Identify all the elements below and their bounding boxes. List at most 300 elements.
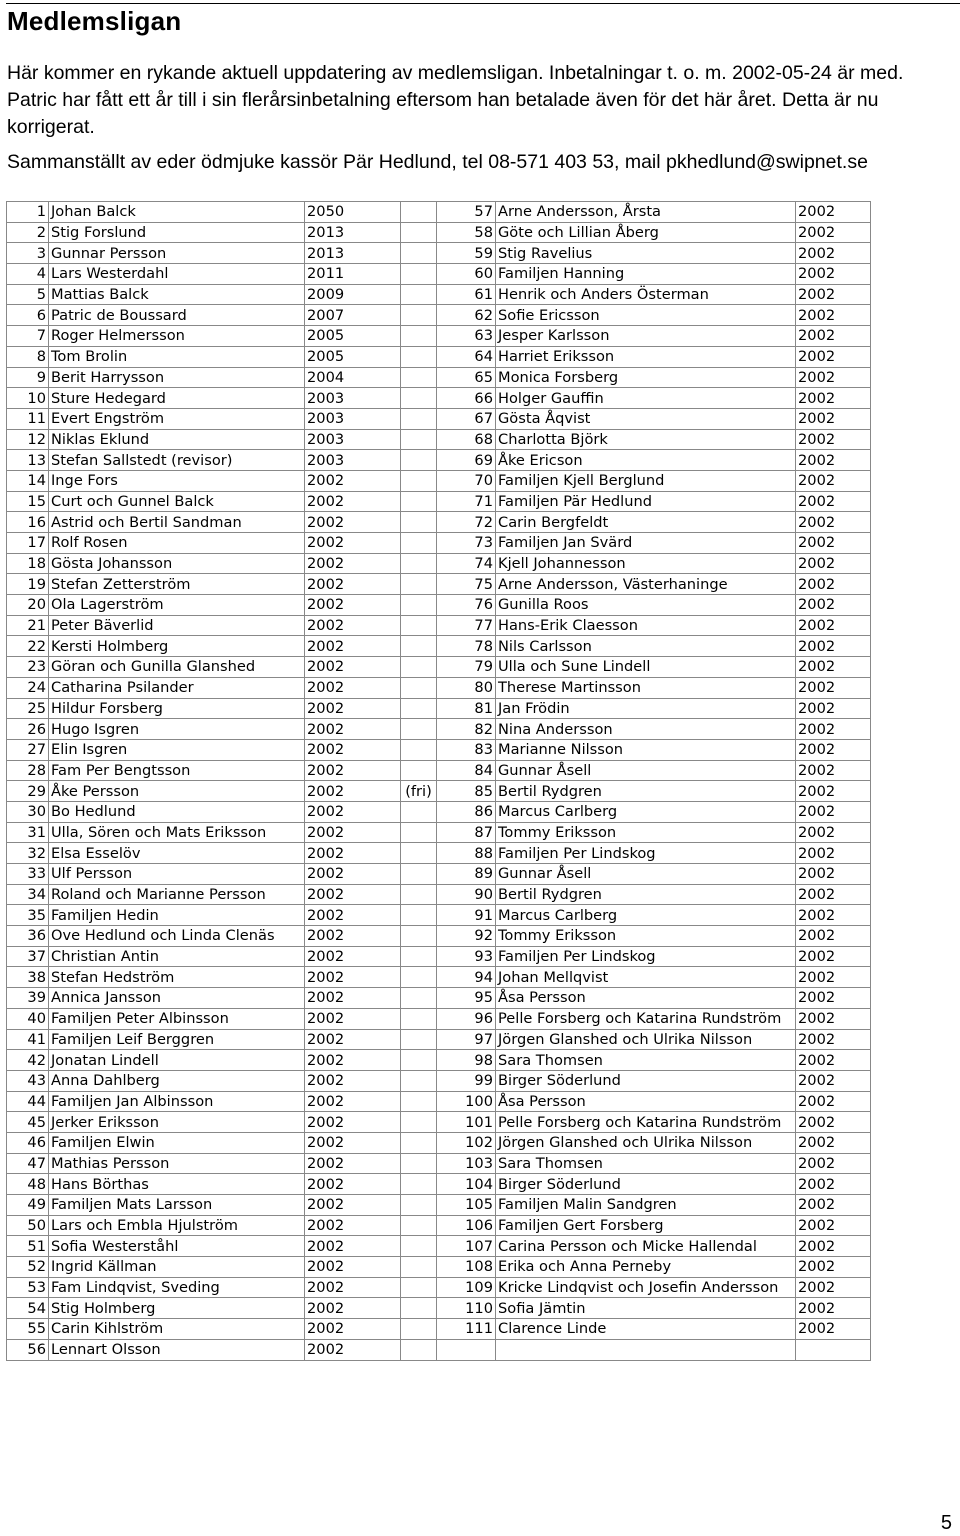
member-name: Åsa Persson xyxy=(496,1091,796,1112)
member-note xyxy=(401,615,437,636)
member-note xyxy=(401,450,437,471)
member-year: 2002 xyxy=(796,1112,871,1133)
member-number: 95 xyxy=(437,988,496,1009)
member-year: 2003 xyxy=(305,450,401,471)
member-name: Åke Ericson xyxy=(496,450,796,471)
member-name: Sofia Jämtin xyxy=(496,1298,796,1319)
member-year: 2002 xyxy=(305,1298,401,1319)
member-year: 2002 xyxy=(796,408,871,429)
member-number: 59 xyxy=(437,243,496,264)
member-number: 28 xyxy=(7,760,49,781)
member-number: 71 xyxy=(437,491,496,512)
member-year: 2002 xyxy=(305,636,401,657)
member-year: 2002 xyxy=(796,202,871,223)
member-year: 2002 xyxy=(305,1008,401,1029)
member-name: Gunnar Åsell xyxy=(496,864,796,885)
member-number: 25 xyxy=(7,698,49,719)
member-name: Annica Jansson xyxy=(49,988,305,1009)
member-number: 37 xyxy=(7,946,49,967)
member-number: 14 xyxy=(7,470,49,491)
member-name: Familjen Per Lindskog xyxy=(496,843,796,864)
member-number: 73 xyxy=(437,533,496,554)
member-note xyxy=(401,657,437,678)
member-note xyxy=(401,388,437,409)
table-row xyxy=(7,822,871,843)
member-year: 2002 xyxy=(796,1257,871,1278)
member-number: 81 xyxy=(437,698,496,719)
member-name: Tommy Eriksson xyxy=(496,926,796,947)
table-row xyxy=(7,760,871,781)
member-number: 57 xyxy=(437,202,496,223)
table-row xyxy=(7,1112,871,1133)
member-name: Sofia Westerståhl xyxy=(49,1236,305,1257)
member-note xyxy=(401,243,437,264)
table-row xyxy=(7,905,871,926)
table-row xyxy=(7,1070,871,1091)
table-row xyxy=(7,1215,871,1236)
member-number: 6 xyxy=(7,305,49,326)
member-note xyxy=(401,533,437,554)
member-year: 2002 xyxy=(796,988,871,1009)
member-name: Stefan Zetterström xyxy=(49,574,305,595)
member-note xyxy=(401,264,437,285)
member-year: 2002 xyxy=(305,533,401,554)
member-year: 2011 xyxy=(305,264,401,285)
member-name: Jörgen Glanshed och Ulrika Nilsson xyxy=(496,1029,796,1050)
member-name: Gösta Johansson xyxy=(49,553,305,574)
member-name: Curt och Gunnel Balck xyxy=(49,491,305,512)
member-year: 2002 xyxy=(796,243,871,264)
member-number: 54 xyxy=(7,1298,49,1319)
table-row xyxy=(7,1319,871,1340)
member-year: 2002 xyxy=(796,595,871,616)
member-name: Gunilla Roos xyxy=(496,595,796,616)
table-row xyxy=(7,574,871,595)
member-number: 110 xyxy=(437,1298,496,1319)
member-year: 2002 xyxy=(796,1008,871,1029)
member-note xyxy=(401,1132,437,1153)
member-year: 2002 xyxy=(796,636,871,657)
member-name: Therese Martinsson xyxy=(496,677,796,698)
table-row xyxy=(7,346,871,367)
member-name: Ulla och Sune Lindell xyxy=(496,657,796,678)
member-name: Stefan Hedström xyxy=(49,967,305,988)
member-year: 2002 xyxy=(305,1277,401,1298)
member-number: 111 xyxy=(437,1319,496,1340)
member-name: Jerker Eriksson xyxy=(49,1112,305,1133)
member-name: Mattias Balck xyxy=(49,284,305,305)
member-year: 2002 xyxy=(305,905,401,926)
member-number: 5 xyxy=(7,284,49,305)
table-row xyxy=(7,698,871,719)
member-number: 75 xyxy=(437,574,496,595)
member-year: 2002 xyxy=(305,1339,401,1360)
member-number: 51 xyxy=(7,1236,49,1257)
member-name: Bo Hedlund xyxy=(49,801,305,822)
member-year: 2002 xyxy=(305,470,401,491)
member-note xyxy=(401,677,437,698)
table-row xyxy=(7,1236,871,1257)
member-name: Hans-Erik Claesson xyxy=(496,615,796,636)
member-note xyxy=(401,698,437,719)
member-number: 77 xyxy=(437,615,496,636)
member-name: Gösta Åqvist xyxy=(496,408,796,429)
member-note xyxy=(401,801,437,822)
table-row xyxy=(7,677,871,698)
member-note xyxy=(401,512,437,533)
member-year: 2002 xyxy=(305,574,401,595)
member-name: Ulla, Sören och Mats Eriksson xyxy=(49,822,305,843)
member-name: Nils Carlsson xyxy=(496,636,796,657)
member-note xyxy=(401,202,437,223)
member-number: 79 xyxy=(437,657,496,678)
member-name: Roland och Marianne Persson xyxy=(49,884,305,905)
member-year: 2007 xyxy=(305,305,401,326)
member-name: Sara Thomsen xyxy=(496,1050,796,1071)
member-name: Sture Hedegard xyxy=(49,388,305,409)
member-year: 2002 xyxy=(796,801,871,822)
table-row xyxy=(7,801,871,822)
member-note xyxy=(401,1257,437,1278)
member-year: 2002 xyxy=(305,1132,401,1153)
member-number: 48 xyxy=(7,1174,49,1195)
member-name: Catharina Psilander xyxy=(49,677,305,698)
member-name: Stig Holmberg xyxy=(49,1298,305,1319)
table-row xyxy=(7,1339,871,1360)
member-note xyxy=(401,760,437,781)
member-year: 2002 xyxy=(305,1195,401,1216)
member-number: 27 xyxy=(7,739,49,760)
member-number: 101 xyxy=(437,1112,496,1133)
member-number: 13 xyxy=(7,450,49,471)
member-year: 2002 xyxy=(305,1112,401,1133)
member-name: Familjen Malin Sandgren xyxy=(496,1195,796,1216)
member-number: 55 xyxy=(7,1319,49,1340)
member-name: Hans Börthas xyxy=(49,1174,305,1195)
member-note xyxy=(401,843,437,864)
member-year: 2002 xyxy=(305,781,401,802)
member-name: Mathias Persson xyxy=(49,1153,305,1174)
intro-paragraph: Här kommer en rykande aktuell uppdatering av medlemsligan. Inbetalningar t. o. m. 2002-05-24 är med. Patric har fått ett år till i sin flerårsinbetalning eftersom han betalade även för det här året. Detta är nu korrigerat. xyxy=(7,62,904,138)
member-name: Familjen Leif Berggren xyxy=(49,1029,305,1050)
member-year: 2004 xyxy=(305,367,401,388)
member-year: 2002 xyxy=(305,822,401,843)
table-row xyxy=(7,781,871,802)
member-note xyxy=(401,1298,437,1319)
member-number: 86 xyxy=(437,801,496,822)
member-name: Familjen Gert Forsberg xyxy=(496,1215,796,1236)
table-row xyxy=(7,1132,871,1153)
member-year: 2003 xyxy=(305,408,401,429)
member-number: 90 xyxy=(437,884,496,905)
member-number: 53 xyxy=(7,1277,49,1298)
member-note xyxy=(401,719,437,740)
member-number: 63 xyxy=(437,326,496,347)
member-name: Ove Hedlund och Linda Clenäs xyxy=(49,926,305,947)
table-row xyxy=(7,988,871,1009)
member-number: 10 xyxy=(7,388,49,409)
member-name: Hildur Forsberg xyxy=(49,698,305,719)
member-note xyxy=(401,1174,437,1195)
member-number: 85 xyxy=(437,781,496,802)
member-name: Pelle Forsberg och Katarina Rundström xyxy=(496,1112,796,1133)
table-row xyxy=(7,429,871,450)
member-year: 2002 xyxy=(796,615,871,636)
member-year: 2005 xyxy=(305,346,401,367)
table-row xyxy=(7,512,871,533)
member-number: 31 xyxy=(7,822,49,843)
member-number: 104 xyxy=(437,1174,496,1195)
member-year: 2050 xyxy=(305,202,401,223)
member-number: 2 xyxy=(7,222,49,243)
member-name: Gunnar Åsell xyxy=(496,760,796,781)
member-year: 2002 xyxy=(796,1132,871,1153)
member-name: Familjen Jan Svärd xyxy=(496,533,796,554)
table-row xyxy=(7,636,871,657)
member-note: (fri) xyxy=(401,781,437,802)
member-number: 93 xyxy=(437,946,496,967)
table-row xyxy=(7,1029,871,1050)
member-name: Birger Söderlund xyxy=(496,1070,796,1091)
member-year: 2003 xyxy=(305,429,401,450)
member-number: 39 xyxy=(7,988,49,1009)
member-name: Birger Söderlund xyxy=(496,1174,796,1195)
member-number: 33 xyxy=(7,864,49,885)
member-name: Göte och Lillian Åberg xyxy=(496,222,796,243)
member-name: Familjen Pär Hedlund xyxy=(496,491,796,512)
member-name: Marianne Nilsson xyxy=(496,739,796,760)
member-name: Fam Lindqvist, Sveding xyxy=(49,1277,305,1298)
member-name: Nina Andersson xyxy=(496,719,796,740)
table-row xyxy=(7,491,871,512)
member-year: 2002 xyxy=(305,739,401,760)
member-year: 2002 xyxy=(305,615,401,636)
member-name: Christian Antin xyxy=(49,946,305,967)
member-year: 2002 xyxy=(796,1050,871,1071)
member-name: Evert Engström xyxy=(49,408,305,429)
member-number: 38 xyxy=(7,967,49,988)
member-number: 18 xyxy=(7,553,49,574)
member-number: 96 xyxy=(437,1008,496,1029)
member-year: 2013 xyxy=(305,222,401,243)
member-name: Patric de Boussard xyxy=(49,305,305,326)
member-number: 74 xyxy=(437,553,496,574)
member-year: 2002 xyxy=(305,1070,401,1091)
member-name: Sara Thomsen xyxy=(496,1153,796,1174)
member-name: Jesper Karlsson xyxy=(496,326,796,347)
member-name: Arne Andersson, Årsta xyxy=(496,202,796,223)
member-number: 7 xyxy=(7,326,49,347)
member-name: Lennart Olsson xyxy=(49,1339,305,1360)
member-number: 36 xyxy=(7,926,49,947)
table-row xyxy=(7,657,871,678)
empty-cell xyxy=(496,1339,796,1360)
member-name: Peter Bäverlid xyxy=(49,615,305,636)
member-number: 41 xyxy=(7,1029,49,1050)
member-note xyxy=(401,905,437,926)
table-row xyxy=(7,1153,871,1174)
table-row xyxy=(7,533,871,554)
member-number: 19 xyxy=(7,574,49,595)
member-number: 29 xyxy=(7,781,49,802)
member-number: 52 xyxy=(7,1257,49,1278)
table-row xyxy=(7,1091,871,1112)
member-note xyxy=(401,967,437,988)
member-year: 2002 xyxy=(305,677,401,698)
table-row xyxy=(7,470,871,491)
member-year: 2002 xyxy=(796,574,871,595)
table-row xyxy=(7,1195,871,1216)
member-name: Charlotta Björk xyxy=(496,429,796,450)
member-note xyxy=(401,1195,437,1216)
member-name: Astrid och Bertil Sandman xyxy=(49,512,305,533)
member-year: 2002 xyxy=(796,1029,871,1050)
member-number: 98 xyxy=(437,1050,496,1071)
member-note xyxy=(401,1153,437,1174)
member-year: 2002 xyxy=(305,760,401,781)
member-number: 23 xyxy=(7,657,49,678)
member-year: 2002 xyxy=(305,801,401,822)
member-number: 20 xyxy=(7,595,49,616)
member-name: Familjen Per Lindskog xyxy=(496,946,796,967)
member-number: 12 xyxy=(7,429,49,450)
member-year: 2002 xyxy=(305,843,401,864)
member-name: Tom Brolin xyxy=(49,346,305,367)
member-number: 92 xyxy=(437,926,496,947)
member-name: Harriet Eriksson xyxy=(496,346,796,367)
member-number: 67 xyxy=(437,408,496,429)
member-year: 2002 xyxy=(796,1319,871,1340)
member-year: 2003 xyxy=(305,388,401,409)
member-year: 2002 xyxy=(796,367,871,388)
table-row xyxy=(7,450,871,471)
member-name: Familjen Jan Albinsson xyxy=(49,1091,305,1112)
member-year: 2002 xyxy=(796,1236,871,1257)
member-name: Pelle Forsberg och Katarina Rundström xyxy=(496,1008,796,1029)
member-year: 2002 xyxy=(796,512,871,533)
member-year: 2002 xyxy=(796,305,871,326)
member-name: Bertil Rydgren xyxy=(496,884,796,905)
member-year: 2002 xyxy=(305,967,401,988)
member-note xyxy=(401,1319,437,1340)
member-year: 2002 xyxy=(305,1174,401,1195)
member-year: 2002 xyxy=(796,388,871,409)
table-row xyxy=(7,1174,871,1195)
member-name: Elin Isgren xyxy=(49,739,305,760)
member-note xyxy=(401,1215,437,1236)
member-year: 2009 xyxy=(305,284,401,305)
member-number: 49 xyxy=(7,1195,49,1216)
member-year: 2002 xyxy=(796,864,871,885)
member-name: Carin Kihlström xyxy=(49,1319,305,1340)
member-note xyxy=(401,429,437,450)
member-note xyxy=(401,946,437,967)
member-number: 68 xyxy=(437,429,496,450)
member-year: 2002 xyxy=(796,739,871,760)
member-year: 2002 xyxy=(796,657,871,678)
member-note xyxy=(401,595,437,616)
member-name: Familjen Hanning xyxy=(496,264,796,285)
member-year: 2002 xyxy=(796,1298,871,1319)
member-year: 2002 xyxy=(796,781,871,802)
member-number: 78 xyxy=(437,636,496,657)
member-year: 2002 xyxy=(796,843,871,864)
member-year: 2002 xyxy=(305,926,401,947)
member-number: 108 xyxy=(437,1257,496,1278)
member-year: 2002 xyxy=(305,553,401,574)
member-name: Sofie Ericsson xyxy=(496,305,796,326)
member-name: Familjen Mats Larsson xyxy=(49,1195,305,1216)
member-year: 2002 xyxy=(796,284,871,305)
member-year: 2013 xyxy=(305,243,401,264)
member-year: 2002 xyxy=(796,450,871,471)
table-row xyxy=(7,243,871,264)
table-row xyxy=(7,264,871,285)
member-year: 2002 xyxy=(796,719,871,740)
member-year: 2002 xyxy=(796,1215,871,1236)
member-name: Roger Helmersson xyxy=(49,326,305,347)
member-note xyxy=(401,574,437,595)
member-number: 17 xyxy=(7,533,49,554)
member-number: 105 xyxy=(437,1195,496,1216)
member-year: 2002 xyxy=(796,346,871,367)
member-name: Lars Westerdahl xyxy=(49,264,305,285)
member-year: 2002 xyxy=(305,1319,401,1340)
member-name: Holger Gauffin xyxy=(496,388,796,409)
member-name: Jonatan Lindell xyxy=(49,1050,305,1071)
member-note xyxy=(401,1112,437,1133)
member-year: 2002 xyxy=(796,491,871,512)
member-year: 2002 xyxy=(305,864,401,885)
member-number: 99 xyxy=(437,1070,496,1091)
member-number: 64 xyxy=(437,346,496,367)
member-number: 100 xyxy=(437,1091,496,1112)
member-year: 2002 xyxy=(796,1070,871,1091)
table-row xyxy=(7,408,871,429)
member-number: 87 xyxy=(437,822,496,843)
member-name: Bertil Rydgren xyxy=(496,781,796,802)
member-name: Kjell Johannesson xyxy=(496,553,796,574)
empty-cell xyxy=(437,1339,496,1360)
member-name: Marcus Carlberg xyxy=(496,905,796,926)
member-year: 2002 xyxy=(796,553,871,574)
member-number: 44 xyxy=(7,1091,49,1112)
member-year: 2002 xyxy=(796,677,871,698)
member-name: Anna Dahlberg xyxy=(49,1070,305,1091)
member-note xyxy=(401,1050,437,1071)
table-row xyxy=(7,946,871,967)
member-note xyxy=(401,1236,437,1257)
member-name: Familjen Peter Albinsson xyxy=(49,1008,305,1029)
member-number: 8 xyxy=(7,346,49,367)
member-number: 22 xyxy=(7,636,49,657)
member-name: Arne Andersson, Västerhaninge xyxy=(496,574,796,595)
member-number: 83 xyxy=(437,739,496,760)
member-note xyxy=(401,222,437,243)
member-year: 2002 xyxy=(796,967,871,988)
member-note xyxy=(401,305,437,326)
member-name: Erika och Anna Perneby xyxy=(496,1257,796,1278)
member-name: Carin Bergfeldt xyxy=(496,512,796,533)
member-year: 2002 xyxy=(796,533,871,554)
member-name: Jörgen Glanshed och Ulrika Nilsson xyxy=(496,1132,796,1153)
member-note xyxy=(401,988,437,1009)
member-year: 2002 xyxy=(796,698,871,719)
top-rule xyxy=(6,3,960,4)
member-name: Berit Harrysson xyxy=(49,367,305,388)
member-year: 2002 xyxy=(796,946,871,967)
member-year: 2002 xyxy=(305,1050,401,1071)
